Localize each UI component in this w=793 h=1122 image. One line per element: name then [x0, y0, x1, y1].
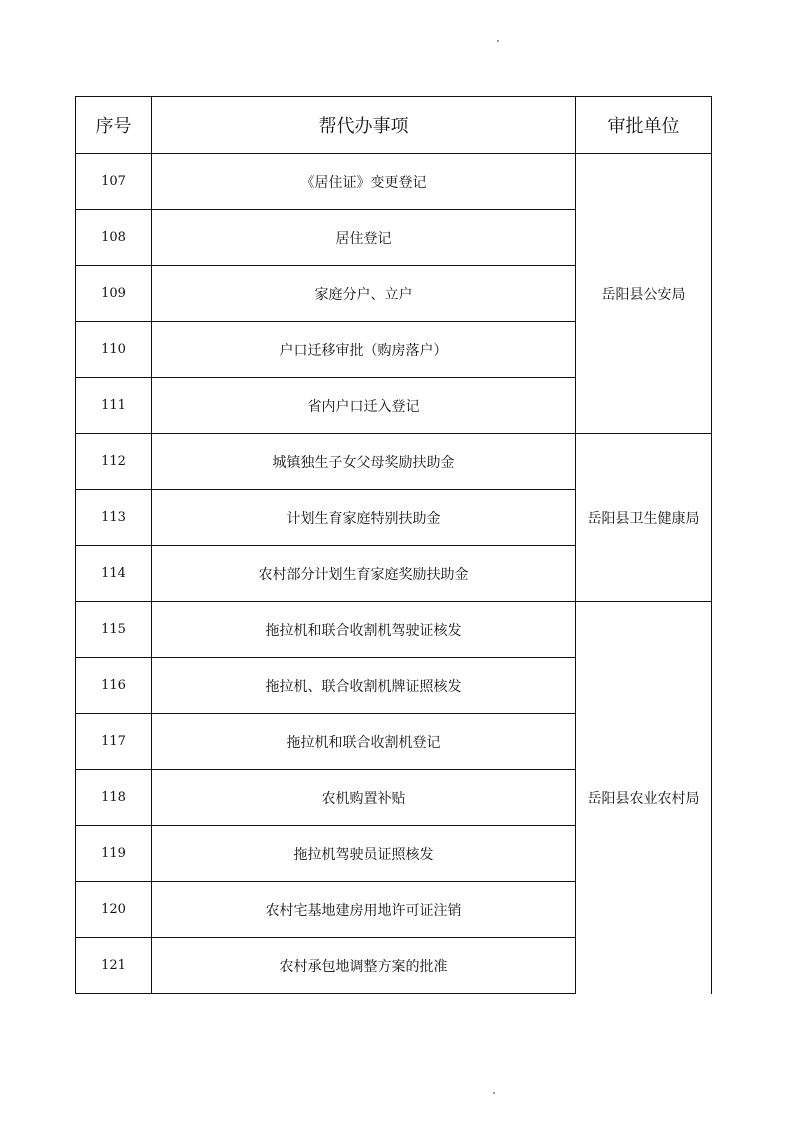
- approval-unit-cell: 岳阳县卫生健康局: [576, 434, 712, 602]
- row-number: 115: [76, 602, 152, 658]
- row-item: 户口迁移审批（购房落户）: [152, 322, 576, 378]
- row-item: 拖拉机驾驶员证照核发: [152, 826, 576, 882]
- row-number: 116: [76, 658, 152, 714]
- table-row: [76, 602, 712, 658]
- row-item: 农村承包地调整方案的批准: [152, 938, 576, 994]
- service-items-table: [75, 96, 712, 994]
- row-number: 117: [76, 714, 152, 770]
- row-number: 113: [76, 490, 152, 546]
- row-item: 《居住证》变更登记: [152, 154, 576, 210]
- row-item: 省内户口迁入登记: [152, 378, 576, 434]
- row-item: 农村部分计划生育家庭奖励扶助金: [152, 546, 576, 602]
- row-number: 112: [76, 434, 152, 490]
- table-header-row: [76, 97, 712, 154]
- row-number: 109: [76, 266, 152, 322]
- row-item: 城镇独生子女父母奖励扶助金: [152, 434, 576, 490]
- approval-unit-cell: 岳阳县农业农村局: [576, 602, 712, 994]
- row-item: 拖拉机和联合收割机登记: [152, 714, 576, 770]
- table-row: [76, 154, 712, 210]
- approval-unit-cell: 岳阳县公安局: [576, 154, 712, 434]
- header-approval-unit: 审批单位: [576, 97, 712, 154]
- row-number: 121: [76, 938, 152, 994]
- scan-speck: [493, 1092, 495, 1094]
- row-item: 拖拉机、联合收割机牌证照核发: [152, 658, 576, 714]
- row-item: 计划生育家庭特别扶助金: [152, 490, 576, 546]
- row-number: 118: [76, 770, 152, 826]
- header-serial-number: 序号: [76, 97, 152, 154]
- row-number: 120: [76, 882, 152, 938]
- row-number: 107: [76, 154, 152, 210]
- scan-speck: [497, 40, 499, 42]
- row-number: 111: [76, 378, 152, 434]
- header-service-item: 帮代办事项: [152, 97, 576, 154]
- row-number: 119: [76, 826, 152, 882]
- row-number: 108: [76, 210, 152, 266]
- row-item: 家庭分户、立户: [152, 266, 576, 322]
- table-row: [76, 434, 712, 490]
- row-number: 114: [76, 546, 152, 602]
- row-item: 农机购置补贴: [152, 770, 576, 826]
- row-item: 拖拉机和联合收割机驾驶证核发: [152, 602, 576, 658]
- row-item: 居住登记: [152, 210, 576, 266]
- row-number: 110: [76, 322, 152, 378]
- row-item: 农村宅基地建房用地许可证注销: [152, 882, 576, 938]
